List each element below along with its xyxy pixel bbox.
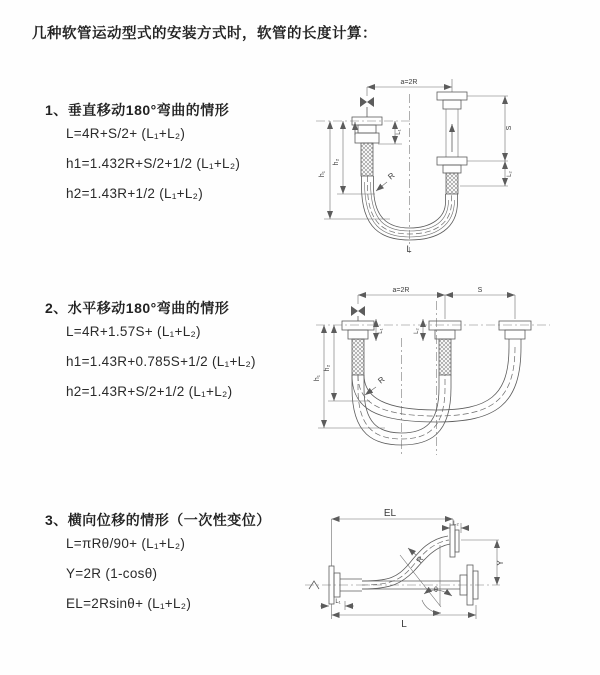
d2-left-fitting — [342, 321, 374, 375]
d3-radius-label: R — [414, 554, 426, 565]
d2-dim-l2-label: L₂ — [414, 328, 420, 334]
d1-dim-s-label: S — [506, 125, 513, 131]
d3-dim-y-label: Y — [496, 560, 505, 566]
section-2-formula-L: L=4R+1.57S+ (L₁+L₂) — [66, 324, 201, 339]
section-1-formula-h1: h1=1.432R+S/2+1/2 (L₁+L₂) — [66, 156, 241, 171]
d1-dim-l1-label: L₁ — [396, 129, 402, 135]
section-2-formula-h1: h1=1.43R+0.785S+1/2 (L₁+L₂) — [66, 354, 256, 369]
diagram-horizontal-180-bend — [310, 283, 600, 464]
section-lateral-displacement — [45, 510, 271, 611]
d2-middle-fitting — [429, 321, 461, 375]
d2-radius-label: R — [376, 374, 387, 386]
d2-dim-l1 — [376, 319, 384, 341]
d1-left-fitting — [352, 117, 382, 176]
d1-dim-h1-label: h₁ — [319, 170, 326, 178]
d1-right-braided-hose — [446, 173, 458, 194]
d3-dim-l-label: L — [401, 619, 407, 630]
d2-left-braided-hose — [352, 339, 364, 375]
d2-dim-l1-label: L₁ — [378, 328, 384, 334]
d1-radius-callout — [376, 171, 397, 191]
section-1-heading: 1、垂直移动180°弯曲的情形 — [45, 102, 230, 118]
d2-middle-braided-hose — [439, 339, 451, 375]
d1-valve-icon — [360, 97, 374, 117]
d3-dim-el — [332, 508, 454, 566]
section-3-formula-Y: Y=2R (1-cosθ) — [66, 566, 158, 581]
d1-length-label: L — [406, 244, 412, 254]
d1-dim-a2r — [367, 79, 452, 96]
d3-dim-l1-label: L₁ — [335, 599, 341, 605]
section-3-heading: 3、横向位移的情形（一次性变位） — [45, 512, 271, 528]
d2-dim-s-label: S — [477, 287, 483, 294]
section-vertical-180 — [45, 100, 241, 201]
d1-dim-l2 — [460, 161, 513, 186]
section-1-formula-h2: h2=1.43R+1/2 (L₁+L₂) — [66, 186, 204, 201]
section-3-formula-L: L=πRθ/90+ (L₁+L₂) — [66, 536, 186, 551]
d2-valve-icon — [351, 306, 365, 321]
section-2-heading: 2、水平移动180°弯曲的情形 — [45, 300, 230, 316]
d3-dim-y — [461, 540, 505, 585]
d2-dim-h1-label: h₁ — [314, 374, 321, 382]
d3-upper-flange — [450, 525, 459, 557]
d3-dim-l2 — [442, 521, 469, 533]
d1-radius-label: R — [386, 170, 397, 182]
section-horizontal-180 — [45, 298, 256, 399]
d2-dim-s — [445, 287, 515, 295]
d2-dim-h2-label: h₂ — [324, 364, 331, 372]
d2-dim-l2 — [414, 319, 423, 341]
section-3-formula-EL: EL=2Rsinθ+ (L₁+L₂) — [66, 596, 192, 611]
diagram-lateral-displacement — [300, 503, 600, 653]
d3-angle-construction — [400, 545, 452, 613]
d1-dim-s — [467, 96, 513, 161]
section-2-formula-h2: h2=1.43R+S/2+1/2 (L₁+L₂) — [66, 384, 233, 399]
d2-dim-a2r-label: a=2R — [392, 287, 410, 294]
d3-dim-l — [332, 604, 477, 630]
d1-left-braided-hose — [361, 143, 373, 176]
d3-dim-l2-label: L₂ — [453, 521, 459, 527]
d3-angle-theta-label: θ — [434, 587, 438, 594]
diagram-vertical-180-bend — [310, 74, 600, 261]
page-title: 几种软管运动型式的安装方式时，软管的长度计算： — [32, 26, 377, 42]
d3-dim-l1 — [320, 599, 354, 610]
d1-right-fitting — [437, 92, 467, 194]
d1-dim-h2-label: h₂ — [333, 158, 340, 166]
section-1-formula-L: L=4R+S/2+ (L₁+L₂) — [66, 126, 186, 141]
d2-radius-callout — [365, 375, 387, 395]
d1-dim-a2r-label: a=2R — [400, 79, 418, 86]
d3-dim-el-label: EL — [383, 508, 397, 519]
d1-dim-l2-label: L₂ — [507, 171, 513, 177]
